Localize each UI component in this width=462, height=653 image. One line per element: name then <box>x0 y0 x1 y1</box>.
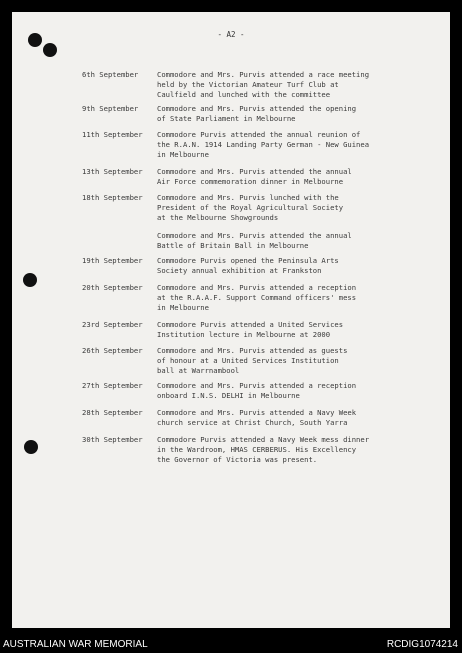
entry-text: Commodore Purvis attended a Navy Week mess dinner in the Wardroom, HMAS CERBERUS. His Excellency the Governor of Victoria was present. <box>157 435 370 464</box>
entry-date: 11th September <box>82 130 143 139</box>
archive-name: AUSTRALIAN WAR MEMORIAL <box>3 639 148 650</box>
entry-date: 26th September <box>82 346 143 355</box>
entry-text: Commodore and Mrs. Purvis attended the annual Battle of Britain Ball in Melbourne <box>157 231 352 250</box>
punch-hole <box>23 273 37 287</box>
entry-text: Commodore and Mrs. Purvis attended as guests of honour at a United Services Institution ball at Warrnambool <box>157 346 348 375</box>
entry-date: 18th September <box>82 193 143 202</box>
entry-date: 27th September <box>82 381 143 390</box>
entry-text: Commodore Purvis opened the Peninsula Arts Society annual exhibition at Frankston <box>157 256 339 275</box>
archive-footer <box>0 636 462 653</box>
entry-text: Commodore and Mrs. Purvis attended a reception at the R.A.A.F. Support Command officers' mess in Melbourne <box>157 283 357 312</box>
entry-text: Commodore Purvis attended the annual reunion of the R.A.N. 1914 Landing Party German - New Guinea in Melbourne <box>157 130 370 159</box>
entry-text: Commodore and Mrs. Purvis attended a Navy Week church service at Christ Church, South Yarra <box>157 408 357 427</box>
entry-date: 13th September <box>82 167 143 176</box>
punch-hole <box>43 43 57 57</box>
record-id: RCDIG1074214 <box>386 639 458 650</box>
entry-date: 19th September <box>82 256 143 265</box>
page-number: - A2 - <box>217 30 245 39</box>
entry-text: Commodore and Mrs. Purvis attended the annual Air Force commemoration dinner in Melbourne <box>157 167 352 186</box>
entry-date: 9th September <box>82 104 139 113</box>
entry-text: Commodore and Mrs. Purvis attended a reception onboard I.N.S. DELHI in Melbourne <box>157 381 357 400</box>
entry-date: 28th September <box>82 408 143 417</box>
entry-text: Commodore Purvis attended a United Services Institution lecture in Melbourne at 2000 <box>157 320 344 339</box>
punch-hole <box>24 440 38 454</box>
entry-date: 23rd September <box>82 320 143 329</box>
entry-date: 20th September <box>82 283 143 292</box>
entry-text: Commodore and Mrs. Purvis attended the opening of State Parliament in Melbourne <box>157 104 357 123</box>
entry-date: 30th September <box>82 435 143 444</box>
entry-date: 6th September <box>82 70 139 79</box>
entry-text: Commodore and Mrs. Purvis lunched with the President of the Royal Agricultural Society at the Melbourne Showgrounds <box>157 193 344 222</box>
entry-text: Commodore and Mrs. Purvis attended a race meeting held by the Victorian Amateur Turf Club at Caulfield and lunched with the committee <box>157 70 370 99</box>
